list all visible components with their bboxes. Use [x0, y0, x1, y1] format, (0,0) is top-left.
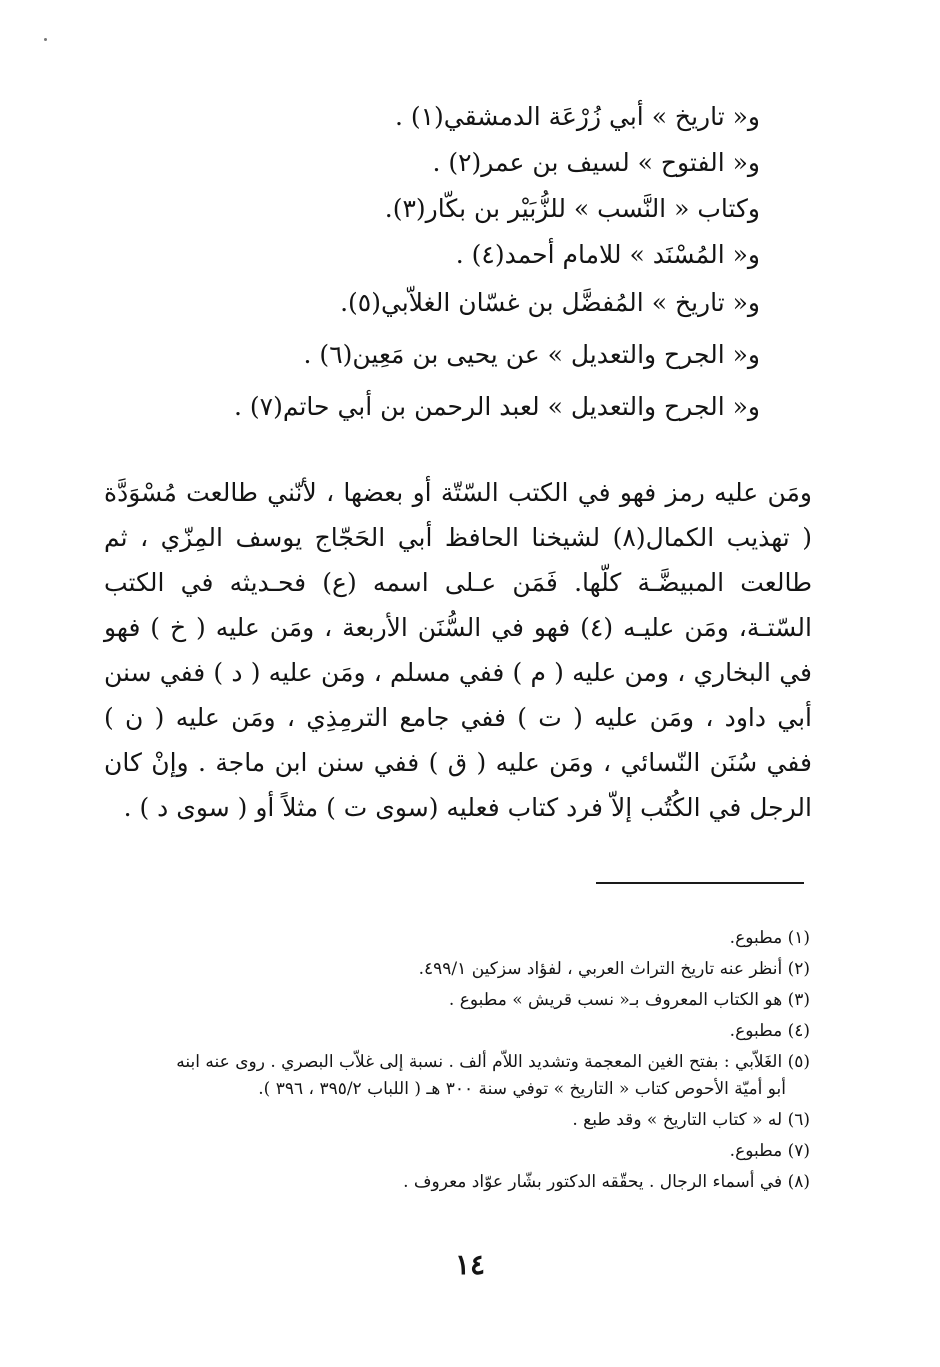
main-paragraph: ومَن عليه رمز فهو في الكتب السّتّة أو بعضها ، لأنّني طالعت مُسْوَدَّة ( تهذيب الكمال(٨) لشيخنا الحافظ أبي الحَجّاج يوسف المِزّي ، ثم طالعت المبيضَّـة كلّها. فَمَن عـلى اسمه (ع) فحـديثه في الكتب السّتـة، ومَن عليـه (٤) فهو في السُّنَن الأربعة ، ومَن عليه ( خ ) فهو في البخاري ، ومن عليه ( م ) ففي مسلم ، ومَن عليه ( د ) ففي سنن أبي داود ، ومَن عليه ( ت ) ففي جامع الترمِذِي ، ومَن عليه ( ن ) ففي سُنَن النّسائي ، ومَن عليه ( ق ) ففي سنن ابن ماجة . وإنْ كان الرجل في الكُتُب إلاّ فرد كتاب فعليه (سوى ت ) مثلاً أو ( سوى د ) . — [104, 478, 812, 822]
page-number: ١٤ — [454, 1248, 486, 1281]
footnote-separator — [596, 882, 804, 884]
book-line: و« الفتوح » لسيف بن عمر(٢) . — [432, 148, 760, 177]
footnote: (٢) أنظر عنه تاريخ التراث العربي ، لفؤاد سزكين ٤٩٩/١. — [418, 959, 810, 979]
book-line: و« المُسْنَد » للامام أحمد(٤) . — [455, 240, 760, 269]
scan-speck — [44, 38, 47, 41]
book-line: و« تاريخ » أبي زُرْعَة الدمشقي(١) . — [394, 102, 760, 131]
book-line: و« الجرح والتعديل » لعبد الرحمن بن أبي حاتم(٧) . — [233, 392, 760, 421]
book-line: و« الجرح والتعديل » عن يحيى بن مَعِين(٦) . — [303, 340, 760, 369]
footnote-continuation: أبو أميّة الأحوص كتاب « التاريخ » توفي سنة ٣٠٠ هـ ( اللباب ٣٩٥/٢ ، ٣٩٦ ). — [258, 1079, 786, 1099]
book-list — [120, 96, 760, 422]
footnote: (٧) مطبوع. — [729, 1141, 810, 1161]
footnotes — [95, 926, 810, 1201]
footnote: (٦) له « كتاب التاريخ » وقد طبع . — [572, 1110, 810, 1130]
footnote: (٣) هو الكتاب المعروف بـ« نسب قريش » مطبوع . — [448, 990, 810, 1010]
book-line: وكتاب « النَّسب » للزُّبَيْر بن بكّار(٣). — [384, 194, 760, 223]
footnote: (٥) الغَلاّبي : بفتح الغين المعجمة وتشديد اللاّم ألف . نسبة إلى غلاّب البصري . روى عنه ابنه — [176, 1052, 810, 1072]
footnote: (٨) في أسماء الرجال . يحقّقه الدكتور بشّار عوّاد معروف . — [403, 1172, 810, 1192]
footnote: (١) مطبوع. — [729, 928, 810, 948]
footnote: (٤) مطبوع. — [729, 1021, 810, 1041]
book-line: و« تاريخ » المُفضَّل بن غسّان الغلاّبي(٥). — [340, 288, 760, 317]
